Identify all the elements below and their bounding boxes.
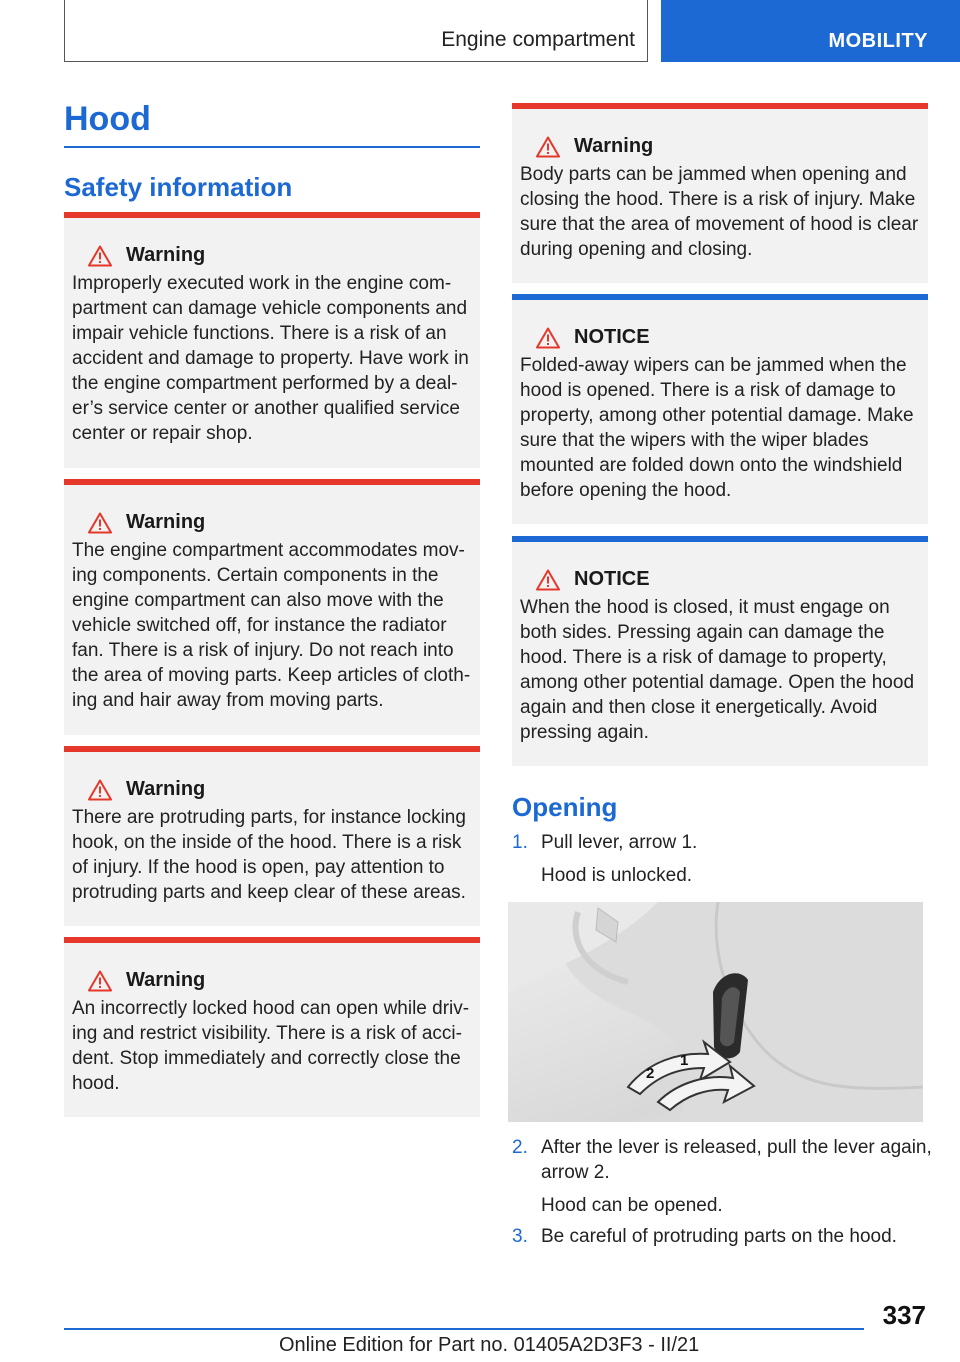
box-text: Improperly executed work in the engine compartment can damage vehicle components and impair vehicle functions. There is a risk of an accident and damage to property. Have work in the engine compartment performed by a dealer’s service center or another qualified service center or repair shop. bbox=[72, 273, 469, 444]
page-title: Hood bbox=[64, 100, 151, 138]
header-section-title: Engine compartment bbox=[441, 28, 635, 51]
opening-heading: Opening bbox=[512, 792, 618, 822]
header-section-box bbox=[64, 0, 648, 62]
box-title: Warning bbox=[126, 511, 206, 533]
notice-box-2 bbox=[512, 536, 928, 766]
box-title: Warning bbox=[126, 969, 206, 991]
header-chapter-tab[interactable] bbox=[661, 0, 960, 62]
footer-edition-text: Online Edition for Part no. 01405A2D3F3 - II/21 bbox=[279, 1334, 700, 1356]
box-text: An incorrectly locked hood can open while driving and restrict visibility. There is a risk of accident. Stop immediately and correctly close the hood. bbox=[72, 998, 470, 1094]
step-note: Hood is unlocked. bbox=[541, 865, 693, 886]
step-number: 1. bbox=[512, 832, 528, 853]
box-title: NOTICE bbox=[574, 326, 650, 348]
box-text: There are protruding parts, for instance locking hook, on the inside of the hood. There is a risk of injury. If the hood is open, pay attention to protruding parts and keep clear of these areas. bbox=[72, 807, 466, 903]
step-2 bbox=[512, 1135, 932, 1218]
box-text: The engine compartment accommodates moving components. Certain components in the engine compartment can also move with the vehicle switched off, for instance the radiator fan. There is a risk of injury. Do not reach into the area of moving parts. Keep articles of clothing and hair away from moving parts. bbox=[72, 540, 471, 711]
box-title: Warning bbox=[126, 244, 206, 266]
notice-box-1 bbox=[512, 294, 928, 524]
step-number: 2. bbox=[512, 1137, 528, 1158]
notice-triangle-icon bbox=[536, 327, 560, 349]
step-number: 3. bbox=[512, 1226, 528, 1247]
box-title: NOTICE bbox=[574, 568, 650, 590]
lever-illustration-graphic bbox=[508, 902, 923, 1122]
warning-box-5 bbox=[512, 103, 928, 283]
warning-box-4 bbox=[64, 937, 480, 1117]
warning-triangle-icon bbox=[536, 136, 560, 158]
box-text: Body parts can be jammed when opening and closing the hood. There is a risk of injury. Make sure that the area of movement of hood is clear during opening and closing. bbox=[520, 164, 919, 260]
step-text: Pull lever, arrow 1. bbox=[541, 832, 698, 853]
notice-triangle-icon bbox=[536, 569, 560, 591]
box-text: Folded-away wipers can be jammed when the hood is opened. There is a risk of damage to property, among other potential damage. Make sure that the wipers with the wiper blades mounted are folded down onto the windshield before opening the hood. bbox=[520, 355, 914, 501]
warning-triangle-icon bbox=[88, 245, 112, 267]
step-note: Hood can be opened. bbox=[541, 1195, 723, 1216]
warning-box-3 bbox=[64, 746, 480, 926]
footer-divider bbox=[64, 1328, 864, 1330]
step-text: Be careful of protruding parts on the hood. bbox=[541, 1226, 897, 1247]
step-text: After the lever is released, pull the lever again, arrow 2. bbox=[541, 1137, 932, 1183]
box-title: Warning bbox=[574, 135, 654, 157]
safety-heading: Safety information bbox=[64, 172, 293, 202]
box-title: Warning bbox=[126, 778, 206, 800]
warning-triangle-icon bbox=[88, 779, 112, 801]
title-divider bbox=[64, 146, 480, 148]
step-3 bbox=[512, 1224, 932, 1249]
page-number: 337 bbox=[882, 1300, 926, 1330]
warning-triangle-icon bbox=[88, 512, 112, 534]
arrow-2-label: 2 bbox=[646, 1065, 655, 1082]
step-1 bbox=[512, 830, 932, 888]
warning-box-1 bbox=[64, 212, 480, 468]
hood-release-lever-illustration bbox=[508, 902, 923, 1122]
arrow-1-label: 1 bbox=[680, 1052, 689, 1069]
warning-triangle-icon bbox=[88, 970, 112, 992]
box-text: When the hood is closed, it must engage on both sides. Pressing again can damage the hood. There is a risk of damage to property, among other potential damage. Open the hood again and then close it energetically. Avoid pressing again. bbox=[520, 597, 915, 743]
warning-box-2 bbox=[64, 479, 480, 735]
header-chapter-label: MOBILITY bbox=[828, 30, 928, 52]
